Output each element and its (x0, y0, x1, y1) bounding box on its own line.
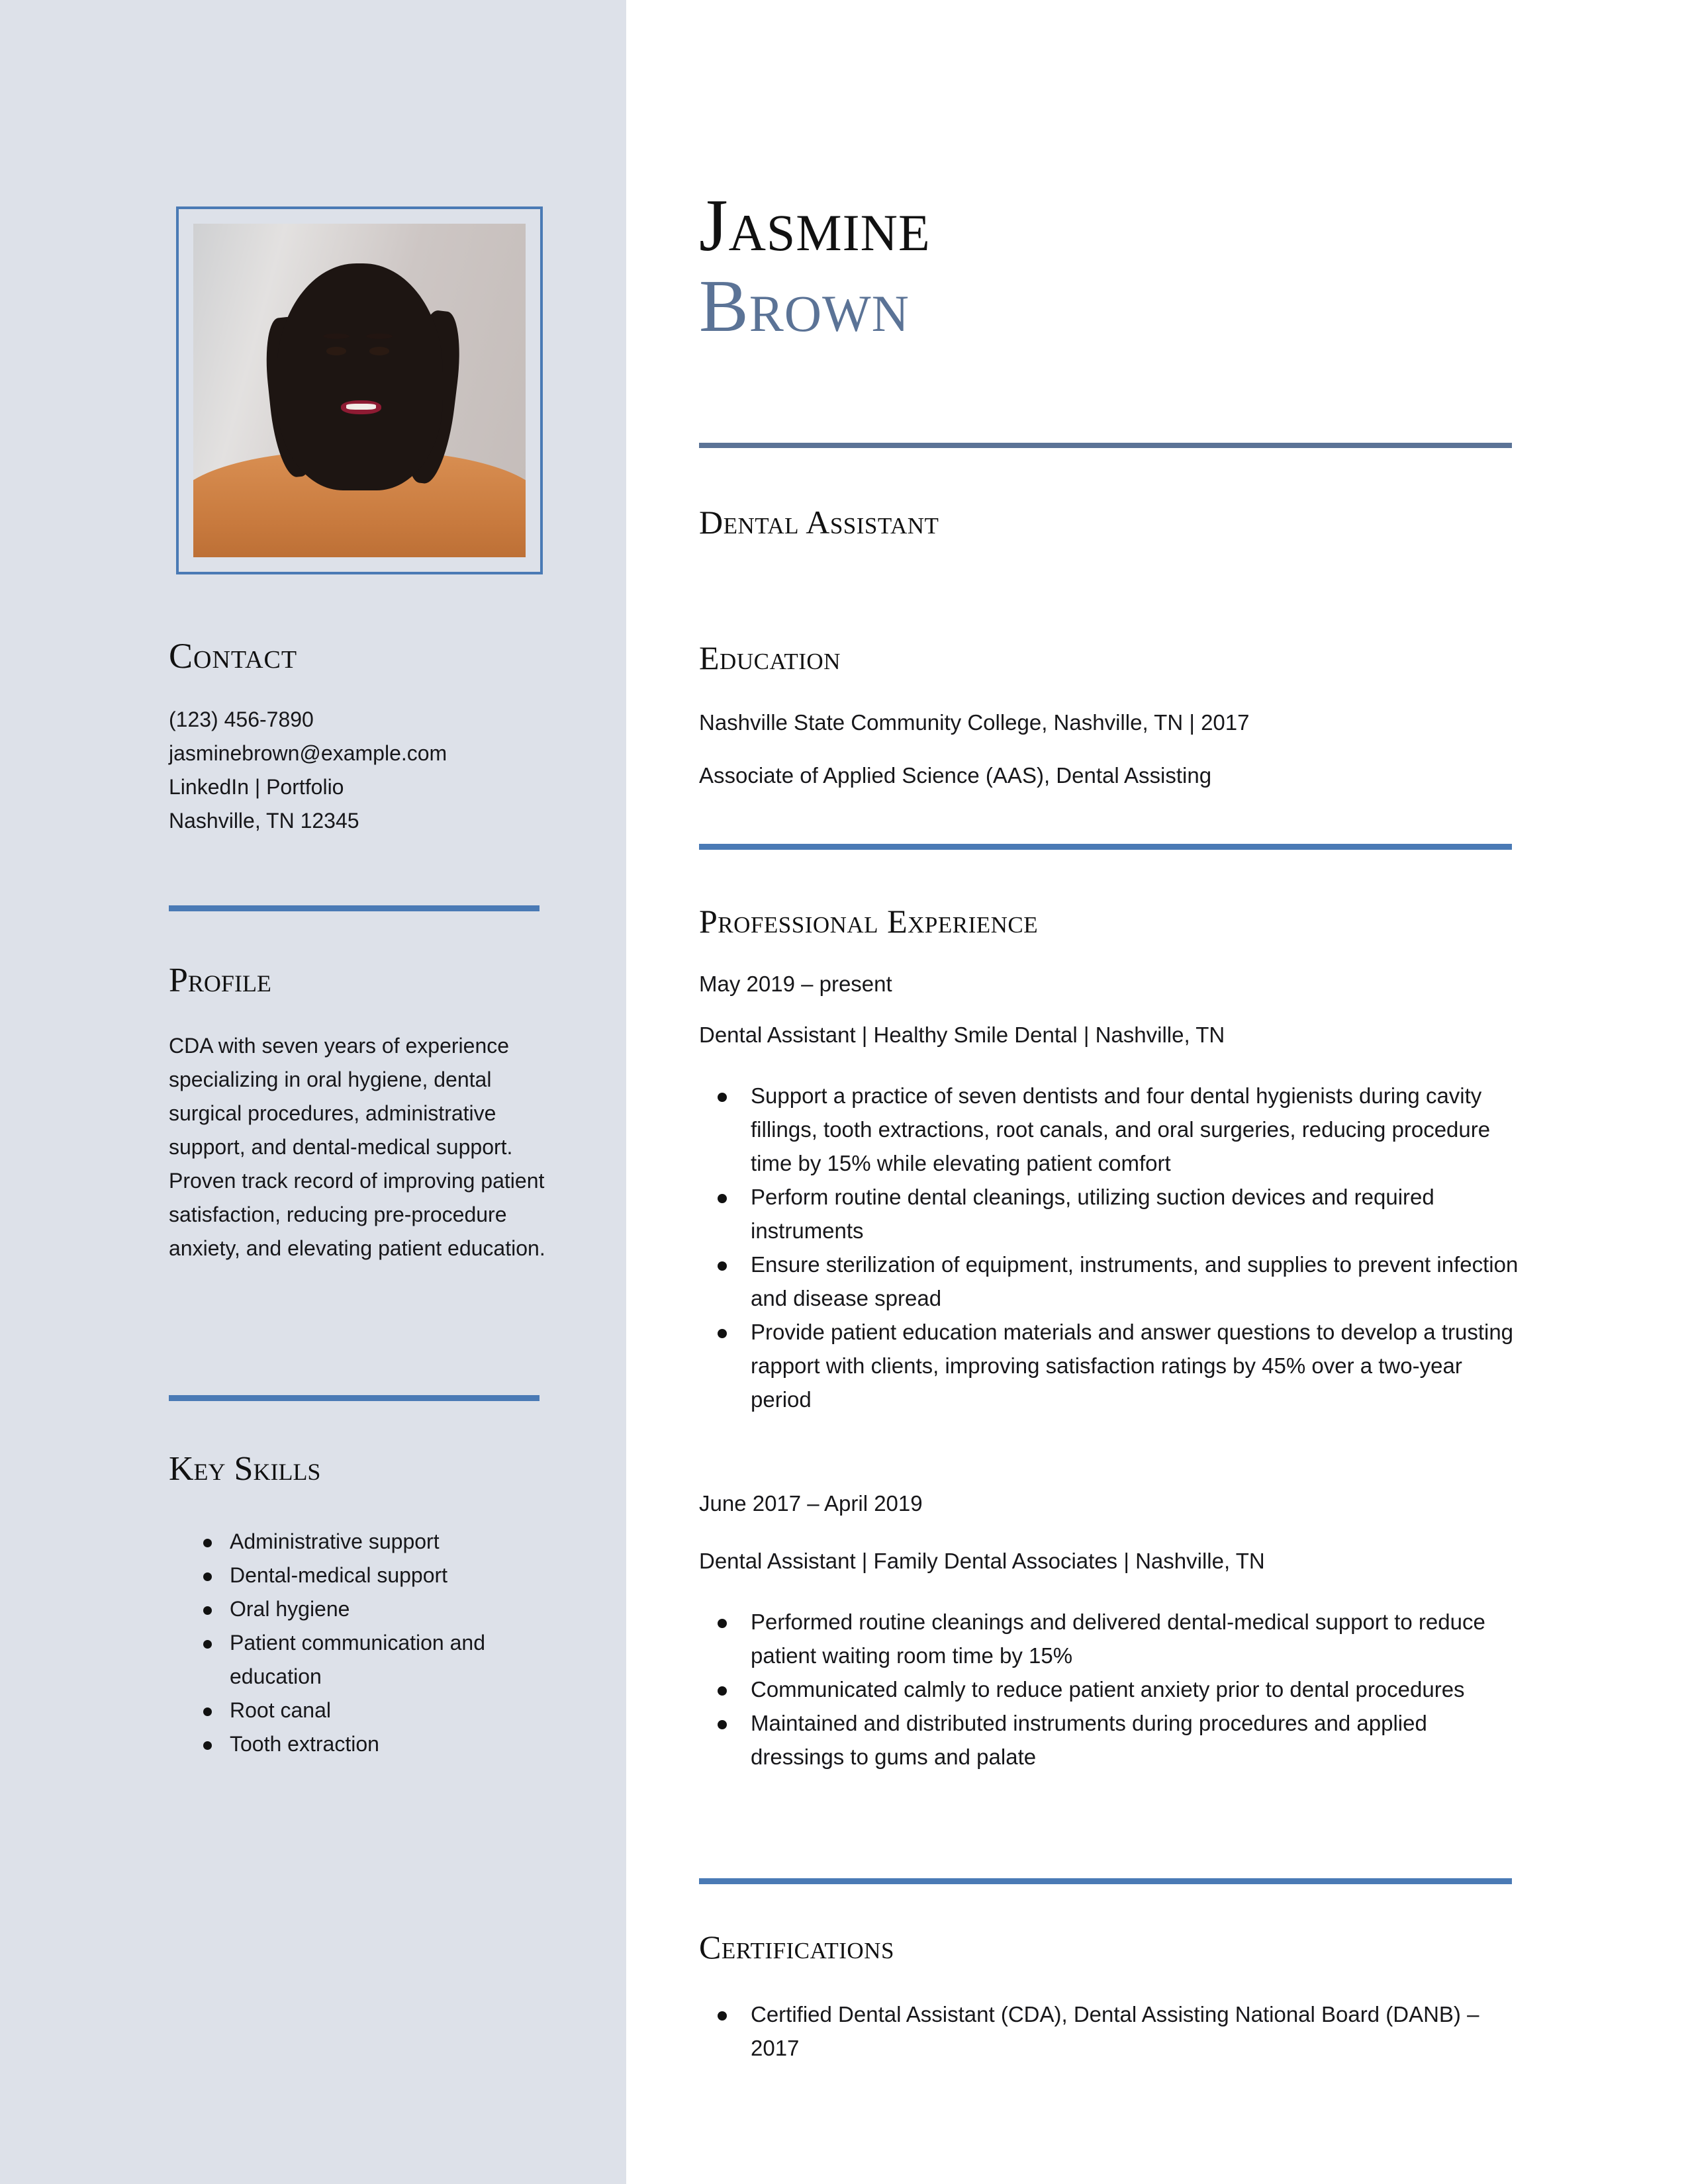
contact-phone: (123) 456-7890 (169, 707, 314, 731)
profile-text: CDA with seven years of experience specializing in oral hygiene, dental surgical procedures, administrative support, and dental-medical support. Proven track record of improving patient satisfaction, reducing pre-procedure anxiety, and elevating patient education. (169, 1034, 545, 1260)
main-column (626, 0, 1688, 2184)
bullet-icon (203, 1741, 212, 1750)
contact-heading: Contact (169, 636, 298, 676)
experience-heading: Professional Experience (699, 903, 1039, 940)
list-item (169, 1559, 566, 1592)
bullet-icon (203, 1640, 212, 1649)
photo-hair (277, 263, 443, 490)
certifications-list (699, 1997, 1520, 2065)
bullet-icon (718, 1194, 727, 1203)
education-heading: Education (699, 639, 841, 676)
bullet-text: Maintained and distributed instruments during procedures and applied dressings to gums and palate (751, 1711, 1427, 1769)
profile-section (169, 961, 539, 1000)
bullet-list (699, 1605, 1520, 1774)
skill-label: Tooth extraction (230, 1732, 379, 1756)
contact-location: Nashville, TN 12345 (169, 809, 359, 833)
first-name: Jasmine (699, 185, 931, 267)
contact-section (169, 635, 539, 676)
skill-label: Root canal (230, 1698, 331, 1722)
job-bullets (699, 1605, 1520, 1774)
bullet-icon (718, 1720, 727, 1729)
job-bullets (699, 1079, 1520, 1416)
list-item (699, 1706, 1520, 1774)
key-skills-section (169, 1449, 539, 1488)
photo-eye-right (369, 347, 389, 355)
key-skills-heading: Key Skills (169, 1450, 321, 1488)
bullet-text: Provide patient education materials and answer questions to develop a trusting rapport with clients, improving satisfaction ratings by 45% over a two-year period (751, 1320, 1514, 1412)
bullet-icon (718, 2011, 727, 2021)
profile-heading: Profile (169, 962, 271, 999)
contact-details (169, 703, 539, 838)
job-title-line: Dental Assistant | Healthy Smile Dental | Nashville, TN (699, 1023, 1225, 1047)
list-item (699, 1248, 1520, 1315)
job-title-line: Dental Assistant | Family Dental Associates | Nashville, TN (699, 1549, 1265, 1573)
bullet-icon (718, 1261, 727, 1271)
bullet-text: Support a practice of seven dentists and four dental hygienists during cavity fillings, tooth extractions, root canals, and oral surgeries, reducing procedure time by 15% while elevating patient comfort (751, 1083, 1491, 1175)
certification-text: Certified Dental Assistant (CDA), Dental Assisting National Board (DANB) – 2017 (751, 2002, 1479, 2060)
skill-label: Patient communication and education (230, 1631, 485, 1688)
bullet-icon (203, 1606, 212, 1615)
skill-label: Administrative support (230, 1529, 440, 1553)
bullet-icon (718, 1093, 727, 1102)
bullet-text: Ensure sterilization of equipment, instruments, and supplies to prevent infection and disease spread (751, 1252, 1519, 1310)
bullet-text: Perform routine dental cleanings, utilizing suction devices and required instruments (751, 1185, 1434, 1243)
avatar (176, 206, 543, 574)
job-dates: June 2017 – April 2019 (699, 1491, 923, 1516)
bullet-icon (718, 1619, 727, 1628)
bullet-list (699, 1079, 1520, 1416)
list-item (699, 1672, 1520, 1706)
contact-links[interactable]: LinkedIn | Portfolio (169, 775, 344, 799)
sidebar-divider-2 (169, 1395, 539, 1401)
bullet-icon (203, 1572, 212, 1581)
page-title (699, 185, 931, 347)
skill-label: Dental-medical support (230, 1563, 448, 1587)
certifications-list-wrap (699, 1997, 1520, 2065)
job-title: Dental Assistant (699, 504, 939, 541)
sidebar (0, 0, 626, 2184)
section-divider-1 (699, 844, 1512, 850)
certifications-heading: Certifications (699, 1929, 894, 1966)
skill-label: Oral hygiene (230, 1597, 350, 1621)
bullet-icon (718, 1329, 727, 1338)
bullet-icon (203, 1707, 212, 1716)
last-name: Brown (699, 265, 910, 347)
list-item (699, 1997, 1520, 2065)
education-school: Nashville State Community College, Nashville, TN | 2017 (699, 710, 1250, 735)
list-item (699, 1079, 1520, 1180)
bullet-text: Performed routine cleanings and delivered dental-medical support to reduce patient waiting room time by 15% (751, 1610, 1485, 1668)
bullet-icon (718, 1686, 727, 1696)
list-item (169, 1727, 566, 1761)
list-item (699, 1605, 1520, 1672)
header-divider (699, 443, 1512, 448)
contact-email[interactable]: jasminebrown@example.com (169, 741, 447, 765)
portrait-photo (193, 224, 526, 557)
list-item (169, 1525, 566, 1559)
photo-eye-left (326, 347, 346, 355)
profile-body (169, 1029, 546, 1265)
job-dates: May 2019 – present (699, 972, 892, 996)
bullet-text: Communicated calmly to reduce patient anxiety prior to dental procedures (751, 1677, 1465, 1702)
list-item (169, 1626, 566, 1694)
bullet-icon (203, 1539, 212, 1547)
section-divider-2 (699, 1878, 1512, 1884)
photo-teeth (346, 404, 376, 410)
sidebar-divider-1 (169, 905, 539, 911)
list-item (699, 1315, 1520, 1416)
key-skills-list-wrap (169, 1516, 566, 1761)
key-skills-list (169, 1525, 566, 1761)
list-item (699, 1180, 1520, 1248)
education-degree: Associate of Applied Science (AAS), Dental Assisting (699, 763, 1212, 788)
list-item (169, 1694, 566, 1727)
list-item (169, 1592, 566, 1626)
